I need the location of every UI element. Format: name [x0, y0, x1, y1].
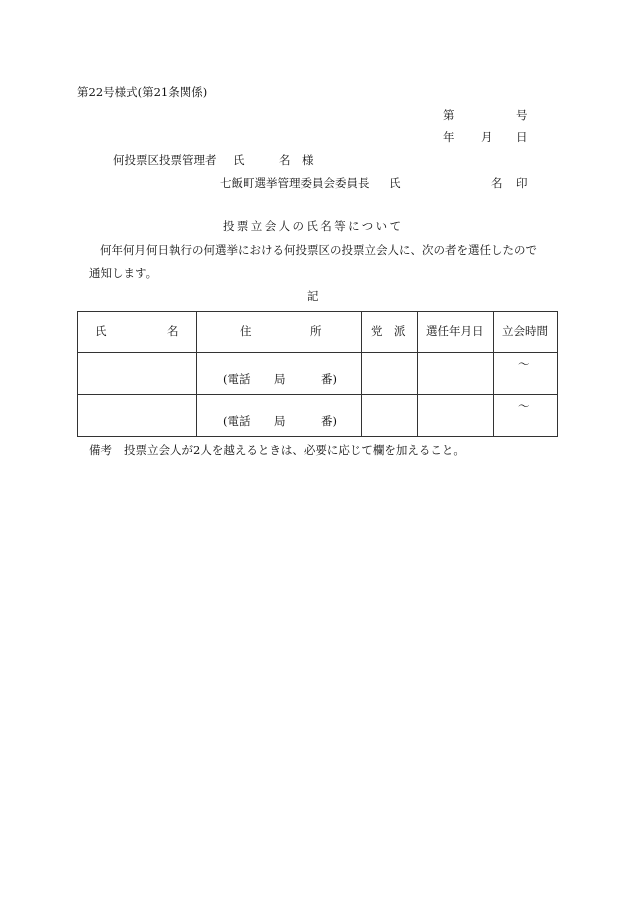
phone-number-label: 番) — [321, 372, 337, 386]
addressee-name-label-2: 名 — [279, 153, 291, 167]
header-address-char-1: 住 — [240, 324, 252, 338]
header-name — [78, 312, 197, 353]
header-appointed-date-label: 選任年月日 — [426, 324, 484, 338]
cell-hours — [494, 353, 558, 395]
header-address — [197, 312, 362, 353]
cell-party — [362, 353, 418, 395]
header-appointed-date — [418, 312, 494, 353]
cell-appointed-date — [418, 353, 494, 395]
body-line-1: 何年何月何日執行の何選挙における何投票区の投票立会人に、次の者を選任したので — [100, 243, 537, 257]
sender-seal: 印 — [516, 176, 528, 190]
cell-party — [362, 395, 418, 437]
appointee-table — [77, 311, 558, 437]
header-name-char-2: 名 — [167, 324, 179, 338]
cell-appointed-date — [418, 395, 494, 437]
phone-bureau-label: 局 — [274, 414, 286, 428]
date-month-label: 月 — [481, 130, 493, 144]
header-hours-label: 立会時間 — [502, 324, 548, 338]
addressee-honorific: 様 — [302, 153, 314, 167]
date-day-label: 日 — [516, 130, 528, 144]
phone-number-label: 番) — [321, 414, 337, 428]
cell-name — [78, 395, 197, 437]
hours-tilde: ～ — [518, 357, 530, 371]
cell-address — [197, 395, 362, 437]
phone-bureau-label: 局 — [274, 372, 286, 386]
ki-heading: 記 — [307, 289, 319, 303]
cell-name — [78, 353, 197, 395]
cell-hours — [494, 395, 558, 437]
header-party — [362, 312, 418, 353]
sender-name-label-1: 氏 — [389, 176, 401, 190]
doc-number-label: 第 — [443, 108, 455, 122]
phone-open-label: (電話 — [223, 414, 251, 428]
addressee-title: 何投票区投票管理者 — [113, 153, 217, 167]
note-label: 備考 — [89, 443, 112, 457]
header-party-label: 党 派 — [371, 324, 406, 338]
sender-title: 七飯町選挙管理委員会委員長 — [220, 176, 370, 190]
header-address-char-2: 所 — [310, 324, 322, 338]
doc-number-suffix: 号 — [516, 108, 528, 122]
header-hours — [494, 312, 558, 353]
subject-title: 投票立会人の氏名等について — [223, 219, 404, 233]
table-header-row — [78, 312, 558, 353]
note-text: 投票立会人が2人を越えるときは、必要に応じて欄を加えること。 — [124, 443, 465, 457]
date-year-label: 年 — [443, 130, 455, 144]
body-line-2: 通知します。 — [89, 266, 158, 280]
addressee-name-label-1: 氏 — [233, 153, 245, 167]
header-name-char-1: 氏 — [95, 324, 107, 338]
table-row — [78, 353, 558, 395]
cell-address — [197, 353, 362, 395]
phone-open-label: (電話 — [223, 372, 251, 386]
sender-name-label-2: 名 — [491, 176, 503, 190]
form-number: 第22号様式(第21条関係) — [77, 85, 208, 99]
table-row — [78, 395, 558, 437]
hours-tilde: ～ — [518, 399, 530, 413]
